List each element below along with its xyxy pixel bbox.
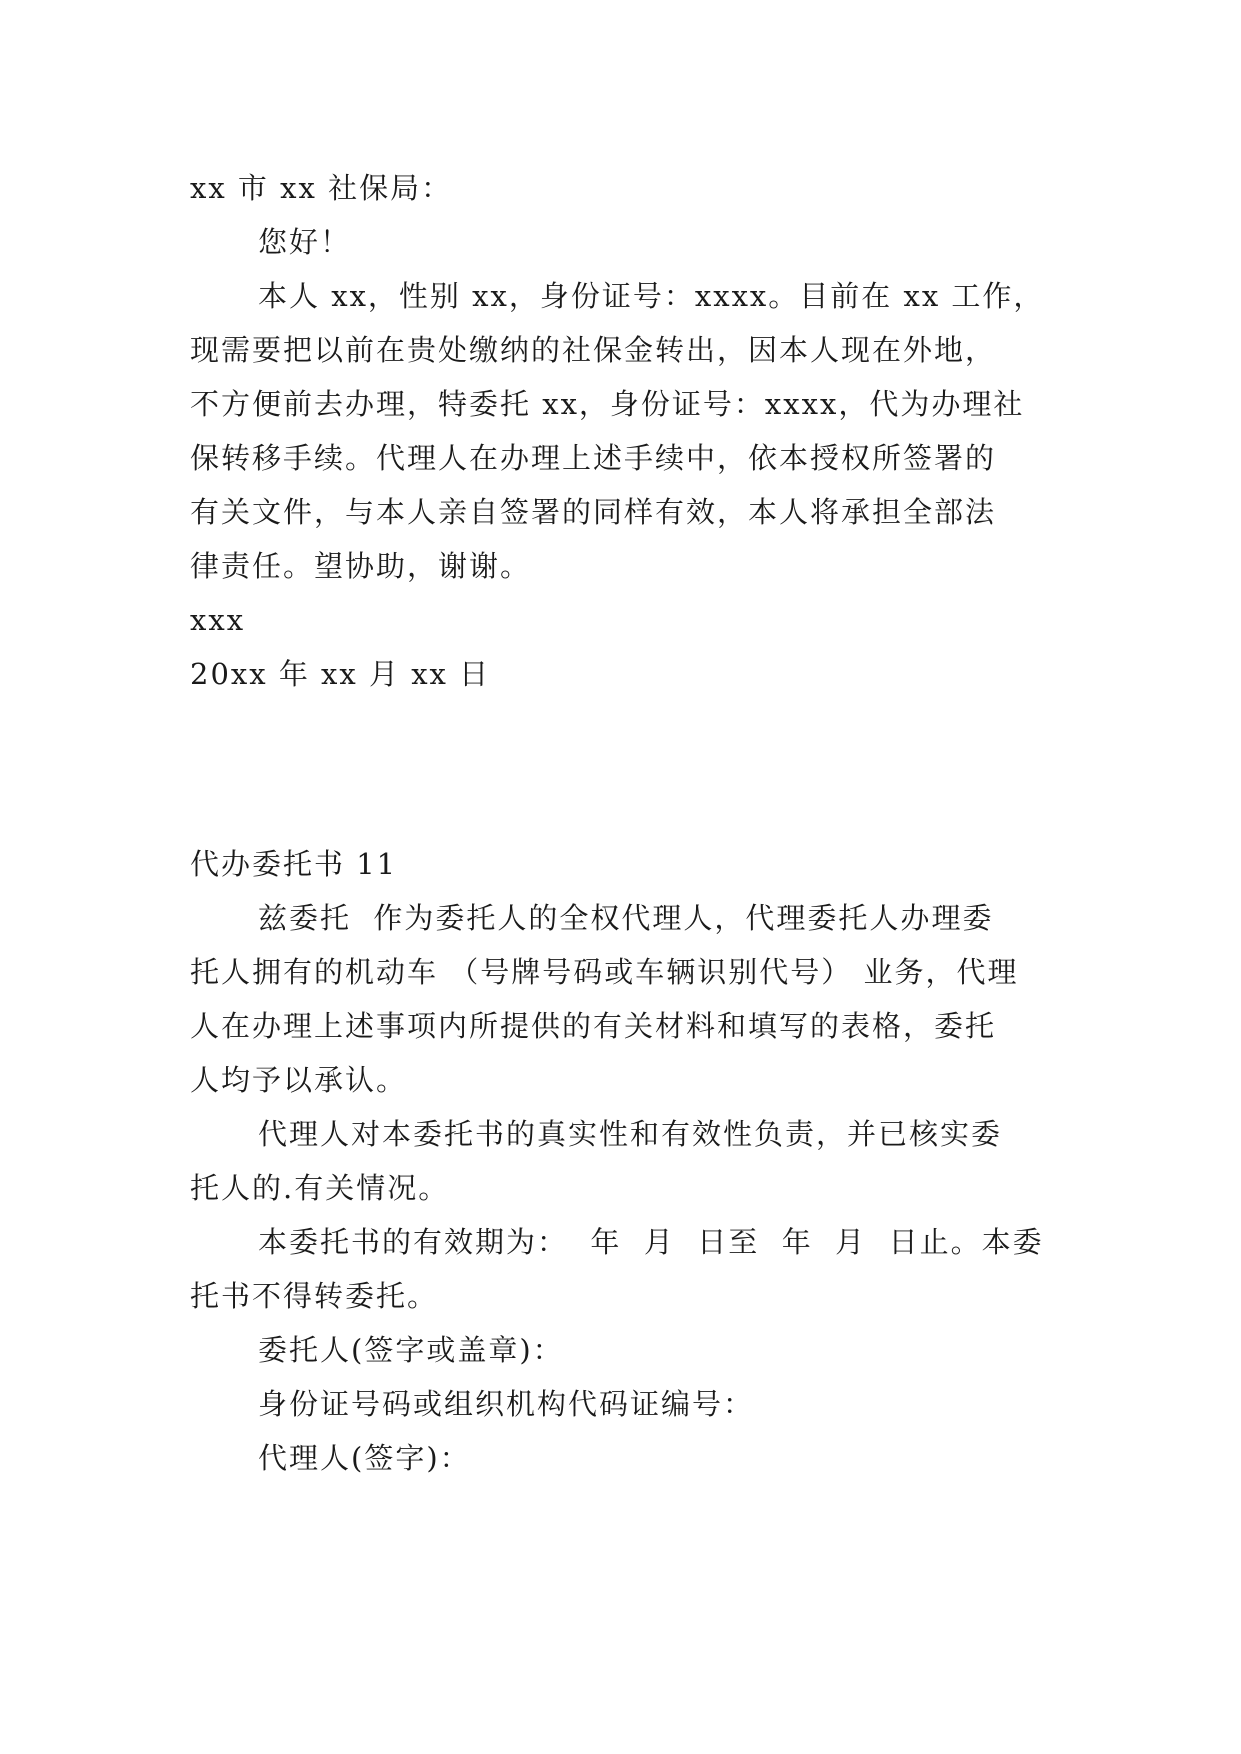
paragraph-line: 代理人对本委托书的真实性和有效性负责，并已核实委	[258, 1117, 1003, 1151]
signature-line: xxx	[190, 603, 246, 637]
letter-body-line: 保转移手续。代理人在办理上述手续中，依本授权所签署的	[190, 441, 997, 475]
principal-signature-field: 委托人(签字或盖章)：	[258, 1333, 564, 1367]
recipient-line: xx 市 xx 社保局：	[190, 171, 453, 205]
paragraph-line: 兹委托 作为委托人的全权代理人，代理委托人办理委	[258, 901, 994, 935]
letter-body-line: 本人 xx，性别 xx，身份证号：xxxx。目前在 xx 工作，	[258, 279, 1045, 313]
letter-body-line: 现需要把以前在贵处缴纳的社保金转出，因本人现在外地，	[190, 333, 997, 367]
paragraph-line: 人均予以承认。	[190, 1063, 408, 1097]
paragraph-line: 托书不得转委托。	[190, 1279, 439, 1313]
paragraph-line: 本委托书的有效期为： 年 月 日至 年 月 日止。本委	[258, 1225, 1044, 1259]
letter-body-line: 律责任。望协助，谢谢。	[190, 549, 532, 583]
agent-signature-field: 代理人(签字)：	[258, 1441, 471, 1475]
date-line: 20xx 年 xx 月 xx 日	[190, 657, 491, 691]
section-title: 代办委托书 11	[190, 847, 398, 881]
paragraph-line: 托人拥有的机动车 （号牌号码或车辆识别代号） 业务，代理	[190, 955, 1019, 989]
letter-body-line: 不方便前去办理，特委托 xx，身份证号：xxxx，代为办理社	[190, 387, 1025, 421]
paragraph-line: 人在办理上述事项内所提供的有关材料和填写的表格，委托	[190, 1009, 997, 1043]
letter-body-line: 有关文件，与本人亲自签署的同样有效，本人将承担全部法	[190, 495, 997, 529]
greeting-line: 您好！	[258, 225, 352, 259]
id-number-field: 身份证号码或组织机构代码证编号：	[258, 1387, 755, 1421]
paragraph-line: 托人的.有关情况。	[190, 1171, 450, 1205]
